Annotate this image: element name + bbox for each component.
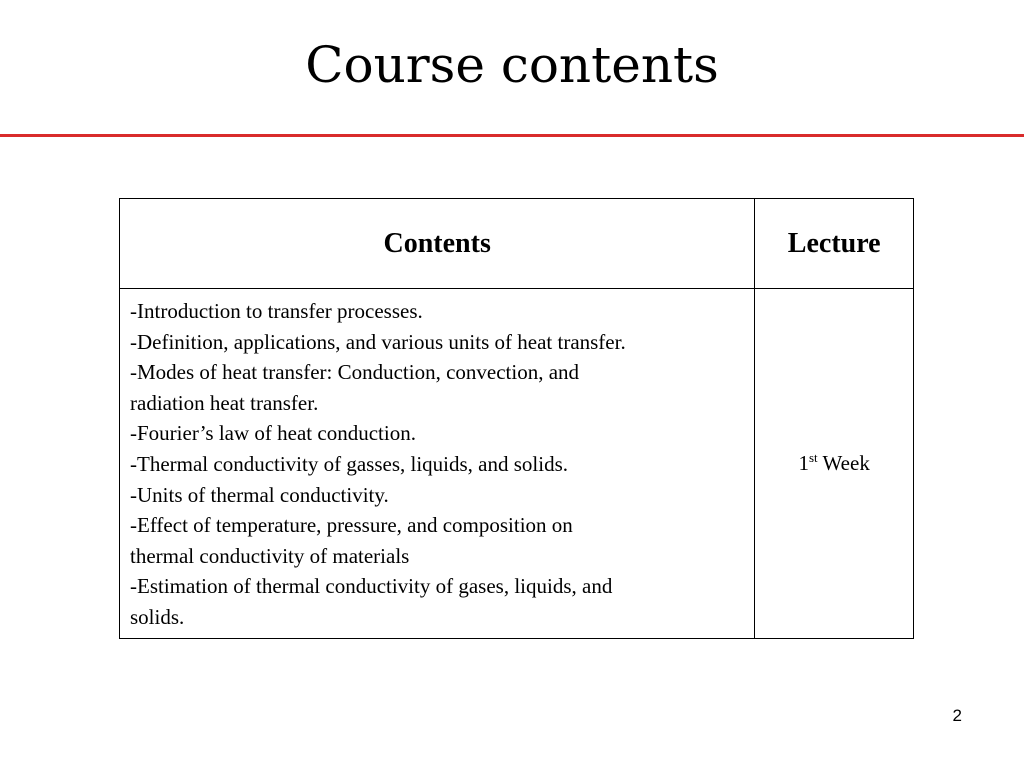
content-line: -Thermal conductivity of gasses, liquids, and solids. bbox=[130, 451, 569, 476]
course-contents-table bbox=[119, 198, 914, 639]
header-lecture: Lecture bbox=[755, 199, 914, 289]
content-line: -Introduction to transfer processes. bbox=[130, 299, 423, 323]
page-number: 2 bbox=[952, 706, 962, 725]
header-contents: Contents bbox=[120, 199, 755, 289]
content-line: -Fourier’s law of heat conduction. bbox=[130, 421, 416, 446]
lecture-unit: Week bbox=[822, 450, 870, 475]
contents-cell bbox=[120, 289, 755, 639]
lecture-cell bbox=[755, 289, 914, 639]
table-row bbox=[120, 289, 914, 639]
content-line: -Effect of temperature, pressure, and composition on bbox=[130, 513, 573, 538]
content-line: radiation heat transfer. bbox=[130, 390, 319, 415]
content-line: -Modes of heat transfer: Conduction, convection, and bbox=[130, 360, 580, 385]
content-line: -Estimation of thermal conductivity of gases, liquids, and bbox=[130, 574, 613, 599]
content-line: -Units of thermal conductivity. bbox=[130, 482, 389, 507]
content-line: thermal conductivity of materials bbox=[130, 543, 410, 568]
content-line: -Definition, applications, and various units of heat transfer. bbox=[130, 329, 626, 354]
title-divider bbox=[0, 134, 1024, 137]
lecture-number: 1 bbox=[798, 450, 809, 475]
lecture-ordinal-suffix: st bbox=[809, 449, 818, 465]
table-header-row bbox=[120, 199, 914, 289]
content-line: solids. bbox=[130, 604, 185, 629]
slide-title: Course contents bbox=[305, 36, 719, 94]
